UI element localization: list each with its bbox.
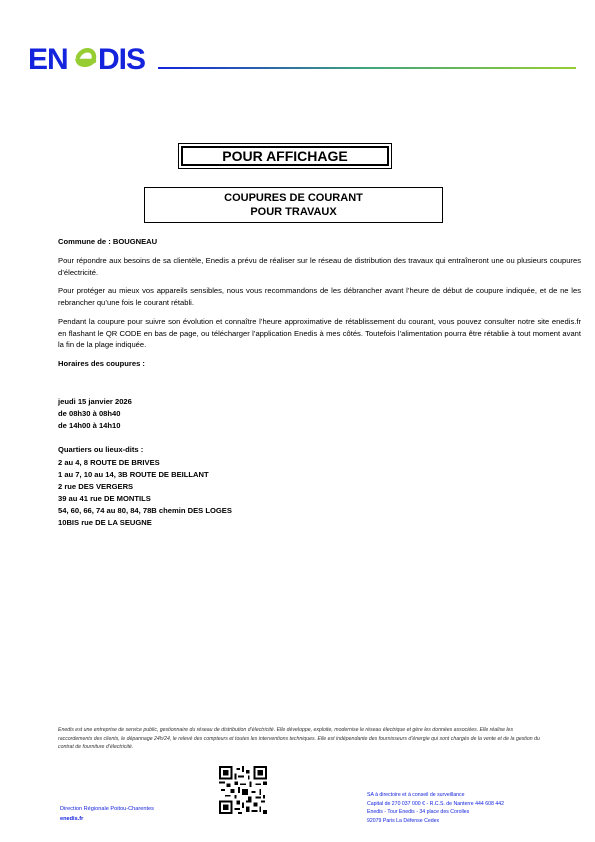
- list-item: 2 rue DES VERGERS: [58, 482, 134, 491]
- schedule-block: [58, 396, 132, 432]
- horaires-title: Horaires des coupures :: [58, 359, 145, 368]
- pour-affichage-label: POUR AFFICHAGE: [181, 146, 389, 166]
- pour-affichage-box: [178, 143, 392, 169]
- quartiers-list: [58, 457, 232, 529]
- legal-line: Enedis - Tour Enedis - 34 place des Corolles: [367, 809, 470, 816]
- legal-line: Capital de 270 037 000 € - R.C.S. de Nanterre 444 608 442: [367, 800, 504, 807]
- commune-label: Commune de : BOUGNEAU: [58, 237, 158, 246]
- svg-text:EN: EN: [28, 44, 68, 74]
- title-line-1: COUPURES DE COURANT: [224, 192, 363, 204]
- coupures-title-box: [144, 187, 443, 223]
- qr-code-icon[interactable]: [219, 766, 267, 814]
- quartiers-title: Quartiers ou lieux-dits :: [58, 445, 144, 454]
- title-line-2: POUR TRAVAUX: [250, 206, 337, 218]
- paragraph-protection: Pour protéger au mieux vos appareils sensibles, nous vous recommandons de les débrancher avant l’heure de début de coupure indiquée, et de ne les rebrancher qu’une fois le courant rétabli.: [58, 286, 581, 307]
- list-item: 2 au 4, 8 ROUTE DE BRIVES: [58, 458, 160, 467]
- schedule-slot-2: de 14h00 à 14h10: [58, 421, 121, 430]
- direction-regionale: Direction Régionale Poitou-Charentes: [60, 806, 154, 812]
- list-item: 1 au 7, 10 au 14, 3B ROUTE DE BEILLANT: [58, 470, 209, 479]
- header-gradient-line: [158, 67, 576, 69]
- site-link[interactable]: enedis.fr: [60, 816, 84, 822]
- paragraph-suivi: Pendant la coupure pour suivre son évolution et connaître l’heure approximative de rétablissement du courant, vous pouvez consulter notre site enedis.fr en flashant le QR CODE en bas de page, ou télécharger l’application Enedis à mes côtés. Toutefois l’alimentation pourra être rétablie à tout moment avant la fin de la plage indiquée.: [58, 317, 581, 349]
- footer-about: Enedis est une entreprise de service public, gestionnaire du réseau de distribution d’électricité. Elle développe, exploite, modernise le réseau électrique et gère les données associées. Elle réalise les raccordements des clients, le dépannage 24h/24, le relevé des compteurs et toutes les interventions techniques. Elle est indépendante des fournisseurs d’énergie qui sont chargés de la vente et de la gestion du contrat de fourniture d’électricité.: [58, 727, 540, 750]
- schedule-slot-1: de 08h30 à 08h40: [58, 409, 121, 418]
- legal-line: 92079 Paris La Défense Cedex: [367, 817, 440, 824]
- paragraph-intro: Pour répondre aux besoins de sa clientèle, Enedis a prévu de réaliser sur le réseau de distribution des travaux qui entraîneront une ou plusieurs coupures d’électricité.: [58, 256, 581, 277]
- legal-block: [367, 791, 504, 825]
- svg-text:DIS: DIS: [98, 44, 146, 74]
- list-item: 39 au 41 rue DE MONTILS: [58, 494, 151, 503]
- list-item: 10BIS rue DE LA SEUGNE: [58, 518, 152, 527]
- enedis-logo: [28, 44, 156, 74]
- legal-line: SA à directoire et à conseil de surveillance: [367, 792, 465, 798]
- list-item: 54, 60, 66, 74 au 80, 84, 78B chemin DES LOGES: [58, 506, 232, 515]
- schedule-date: jeudi 15 janvier 2026: [58, 397, 132, 406]
